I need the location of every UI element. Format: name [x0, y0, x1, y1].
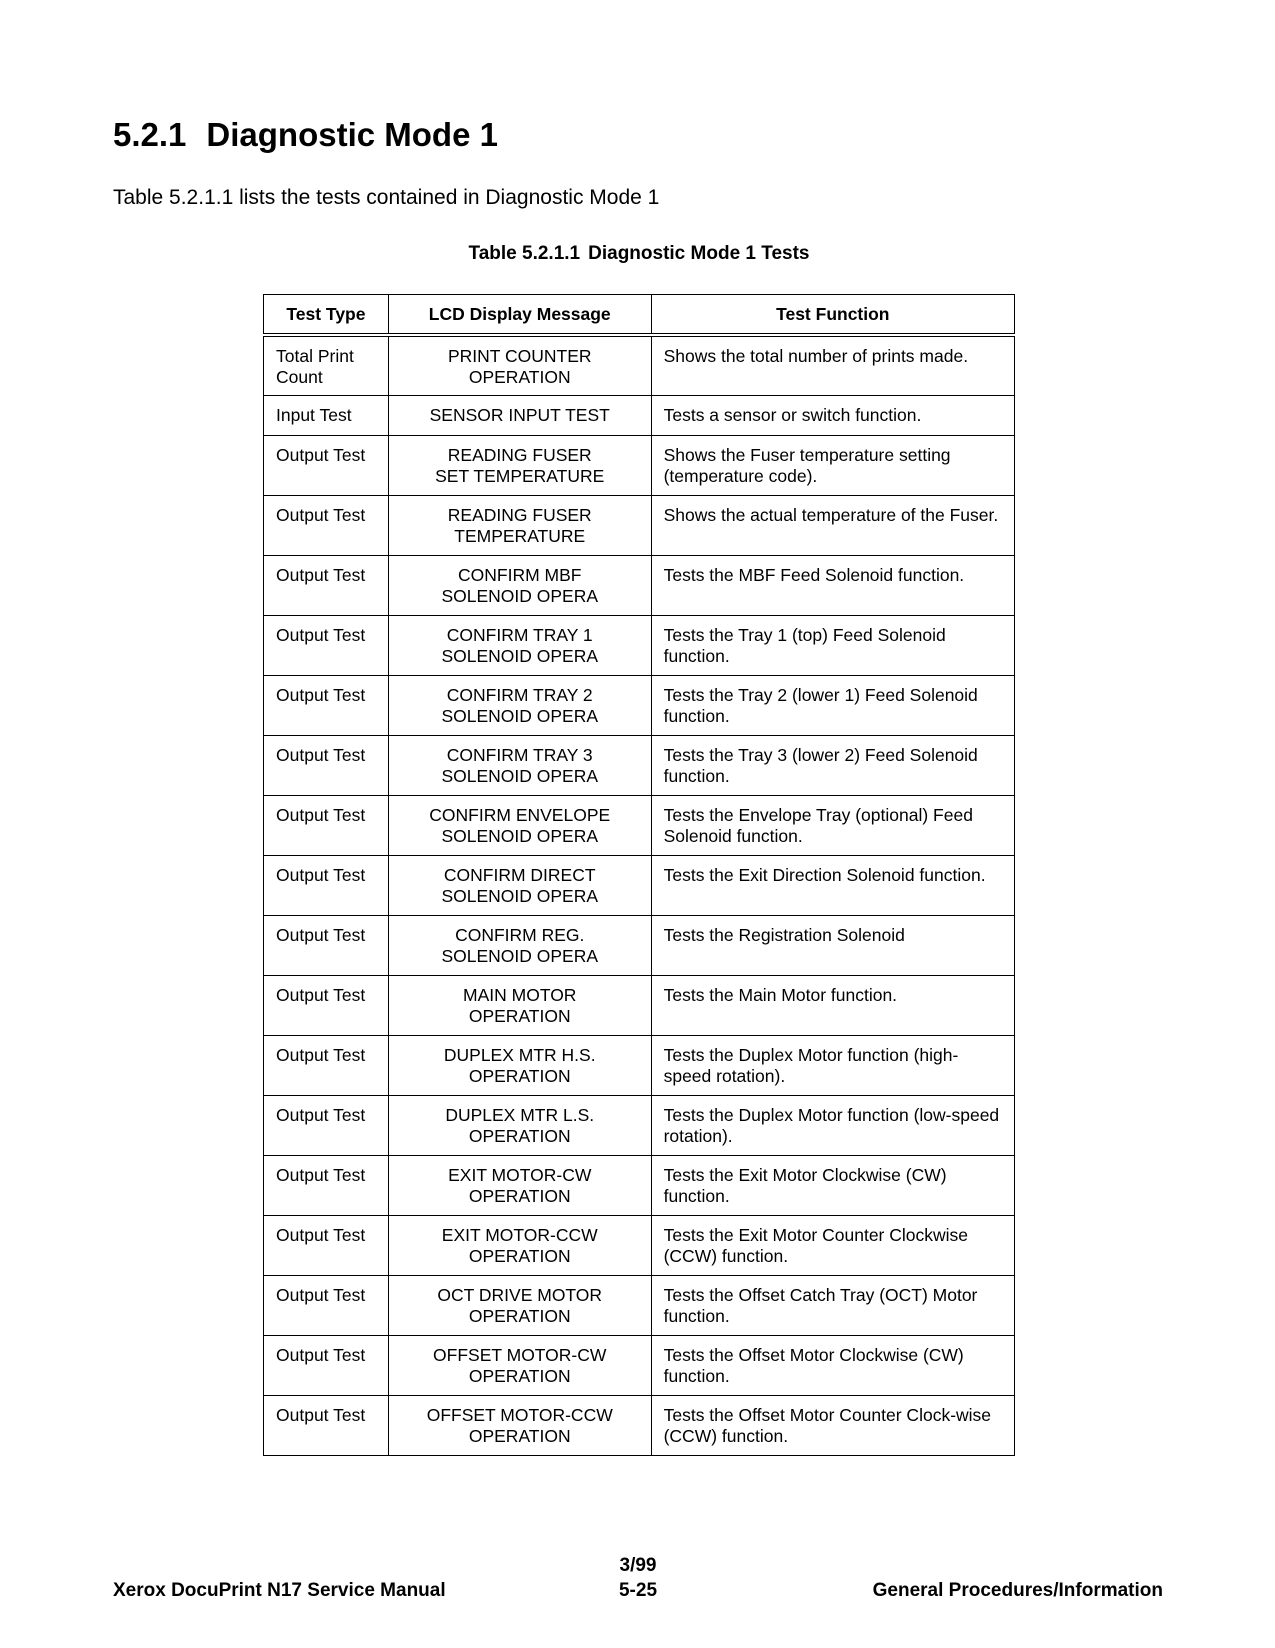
test-type-cell: Output Test	[264, 495, 389, 555]
lcd-message-cell: OCT DRIVE MOTOR OPERATION	[388, 1275, 651, 1335]
test-function-cell: Tests the Main Motor function.	[651, 975, 1014, 1035]
test-type-cell: Output Test	[264, 915, 389, 975]
footer-date: 3/99	[619, 1555, 657, 1576]
lcd-message-cell: READING FUSER SET TEMPERATURE	[388, 435, 651, 495]
test-function-cell: Tests the Exit Motor Clockwise (CW) function.	[651, 1155, 1014, 1215]
table-row	[264, 1035, 1015, 1095]
test-function-cell: Tests the Offset Catch Tray (OCT) Motor function.	[651, 1275, 1014, 1335]
table-row	[264, 395, 1015, 435]
lcd-message-cell: OFFSET MOTOR-CW OPERATION	[388, 1335, 651, 1395]
header-test-type: Test Type	[264, 295, 389, 336]
test-type-cell: Output Test	[264, 735, 389, 795]
lcd-message-cell: MAIN MOTOR OPERATION	[388, 975, 651, 1035]
table-caption	[263, 243, 1015, 265]
table-row	[264, 1215, 1015, 1275]
test-type-cell: Output Test	[264, 1275, 389, 1335]
test-function-cell: Tests the Tray 2 (lower 1) Feed Solenoid function.	[651, 675, 1014, 735]
test-type-cell: Output Test	[264, 1095, 389, 1155]
test-type-cell: Input Test	[264, 395, 389, 435]
test-function-cell: Tests the Duplex Motor function (high-speed rotation).	[651, 1035, 1014, 1095]
test-function-cell: Shows the Fuser temperature setting (temperature code).	[651, 435, 1014, 495]
table-caption-title: Diagnostic Mode 1 Tests	[588, 243, 810, 264]
lcd-message-cell: CONFIRM DIRECT SOLENOID OPERA	[388, 855, 651, 915]
test-function-cell: Tests the Exit Direction Solenoid function.	[651, 855, 1014, 915]
lcd-message-cell: CONFIRM TRAY 2 SOLENOID OPERA	[388, 675, 651, 735]
section-heading	[113, 116, 498, 154]
lcd-message-cell: CONFIRM TRAY 1 SOLENOID OPERA	[388, 615, 651, 675]
table-row	[264, 795, 1015, 855]
table-row	[264, 1335, 1015, 1395]
table-row	[264, 975, 1015, 1035]
test-function-cell: Tests the Duplex Motor function (low-speed rotation).	[651, 1095, 1014, 1155]
lcd-message-cell: SENSOR INPUT TEST	[388, 395, 651, 435]
test-function-cell: Shows the actual temperature of the Fuser.	[651, 495, 1014, 555]
table-row	[264, 1155, 1015, 1215]
test-type-cell: Output Test	[264, 975, 389, 1035]
table-row	[264, 555, 1015, 615]
table-row	[264, 1095, 1015, 1155]
table-row	[264, 1275, 1015, 1335]
test-type-cell: Output Test	[264, 1395, 389, 1455]
table-row	[264, 915, 1015, 975]
test-type-cell: Output Test	[264, 1215, 389, 1275]
test-type-cell: Output Test	[264, 555, 389, 615]
lcd-message-cell: CONFIRM REG. SOLENOID OPERA	[388, 915, 651, 975]
test-function-cell: Tests the MBF Feed Solenoid function.	[651, 555, 1014, 615]
table-row	[264, 615, 1015, 675]
lcd-message-cell: EXIT MOTOR-CW OPERATION	[388, 1155, 651, 1215]
lcd-message-cell: EXIT MOTOR-CCW OPERATION	[388, 1215, 651, 1275]
test-function-cell: Tests the Registration Solenoid	[651, 915, 1014, 975]
lcd-message-cell: CONFIRM TRAY 3 SOLENOID OPERA	[388, 735, 651, 795]
test-type-cell: Total Print Count	[264, 335, 389, 395]
test-function-cell: Tests the Envelope Tray (optional) Feed Solenoid function.	[651, 795, 1014, 855]
test-type-cell: Output Test	[264, 795, 389, 855]
test-function-cell: Tests the Offset Motor Counter Clock-wise (CCW) function.	[651, 1395, 1014, 1455]
table-row	[264, 735, 1015, 795]
table-row	[264, 675, 1015, 735]
lcd-message-cell: OFFSET MOTOR-CCW OPERATION	[388, 1395, 651, 1455]
section-title: Diagnostic Mode 1	[206, 116, 498, 153]
test-function-cell: Tests a sensor or switch function.	[651, 395, 1014, 435]
lcd-message-cell: READING FUSER TEMPERATURE	[388, 495, 651, 555]
test-function-cell: Tests the Tray 3 (lower 2) Feed Solenoid function.	[651, 735, 1014, 795]
footer-chapter-title: General Procedures/Information	[872, 1580, 1163, 1601]
test-type-cell: Output Test	[264, 855, 389, 915]
test-function-cell: Tests the Tray 1 (top) Feed Solenoid function.	[651, 615, 1014, 675]
table-row	[264, 1395, 1015, 1455]
section-number: 5.2.1	[113, 116, 187, 153]
test-type-cell: Output Test	[264, 1155, 389, 1215]
table-header-row	[264, 295, 1015, 336]
test-function-cell: Tests the Offset Motor Clockwise (CW) function.	[651, 1335, 1014, 1395]
lcd-message-cell: PRINT COUNTER OPERATION	[388, 335, 651, 395]
table-caption-number: Table 5.2.1.1	[468, 243, 581, 264]
test-type-cell: Output Test	[264, 675, 389, 735]
intro-text: Table 5.2.1.1 lists the tests contained in Diagnostic Mode 1	[113, 186, 660, 209]
test-function-cell: Shows the total number of prints made.	[651, 335, 1014, 395]
diagnostic-tests-table	[263, 294, 1015, 1456]
test-type-cell: Output Test	[264, 615, 389, 675]
footer-page-number: 5-25	[618, 1580, 658, 1601]
test-type-cell: Output Test	[264, 1335, 389, 1395]
test-function-cell: Tests the Exit Motor Counter Clockwise (CCW) function.	[651, 1215, 1014, 1275]
lcd-message-cell: CONFIRM MBF SOLENOID OPERA	[388, 555, 651, 615]
table-row	[264, 335, 1015, 395]
lcd-message-cell: DUPLEX MTR H.S. OPERATION	[388, 1035, 651, 1095]
header-lcd-display-message: LCD Display Message	[388, 295, 651, 336]
test-type-cell: Output Test	[264, 1035, 389, 1095]
table-row	[264, 855, 1015, 915]
header-test-function: Test Function	[651, 295, 1014, 336]
lcd-message-cell: DUPLEX MTR L.S. OPERATION	[388, 1095, 651, 1155]
table-row	[264, 495, 1015, 555]
footer-manual-title: Xerox DocuPrint N17 Service Manual	[113, 1580, 446, 1601]
lcd-message-cell: CONFIRM ENVELOPE SOLENOID OPERA	[388, 795, 651, 855]
test-type-cell: Output Test	[264, 435, 389, 495]
table-row	[264, 435, 1015, 495]
